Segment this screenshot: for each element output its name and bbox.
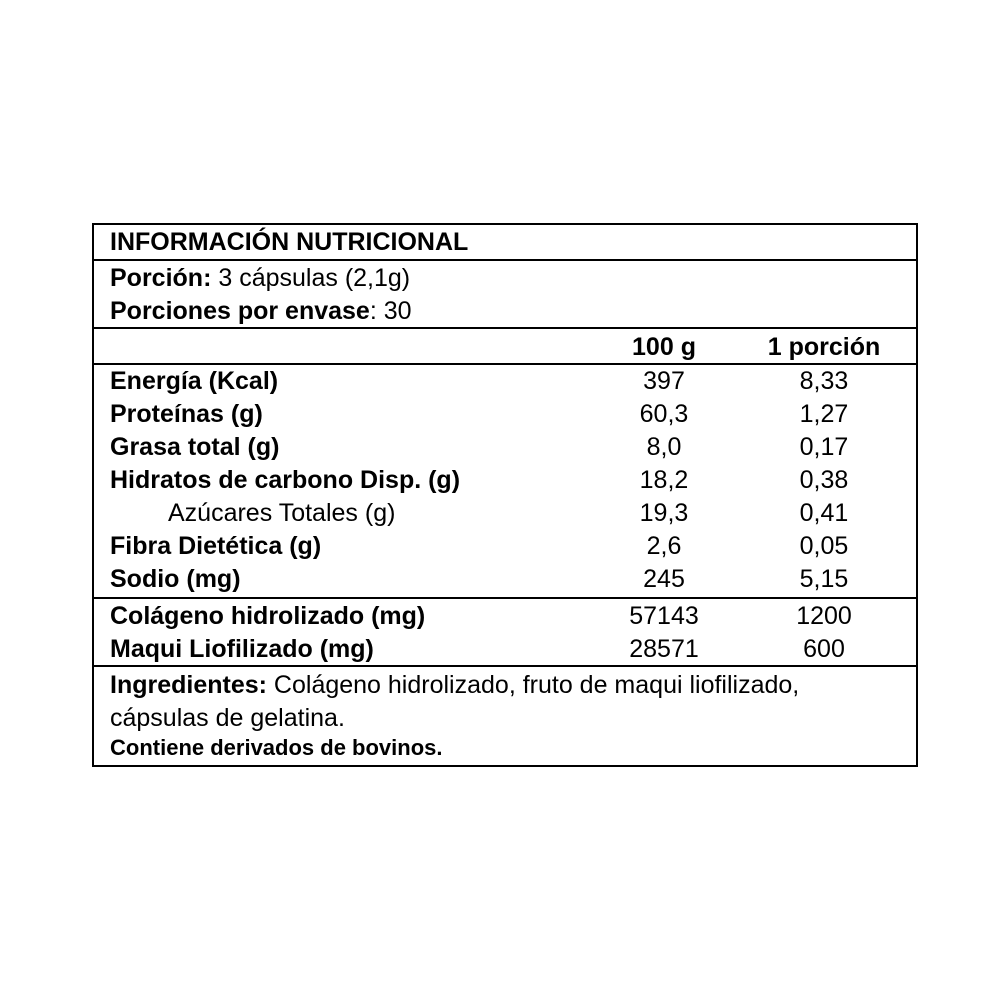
value-per-portion: 8,33 (799, 367, 849, 395)
servings-value: : 30 (369, 297, 412, 325)
table-row (94, 563, 916, 596)
table-row (94, 365, 916, 398)
value-per-portion: 0,41 (799, 499, 849, 527)
table-title: INFORMACIÓN NUTRICIONAL (110, 228, 469, 256)
column-header-row (94, 331, 916, 364)
value-per-100g: 245 (643, 565, 685, 593)
column-header-portion: 1 porción (767, 333, 881, 361)
table-row (94, 633, 916, 666)
value-per-portion: 600 (803, 635, 845, 663)
ingredients-text-1: Colágeno hidrolizado, fruto de maqui liofilizado, (266, 671, 800, 699)
nutrients-section (94, 365, 916, 599)
extra-name: Maqui Liofilizado (mg) (110, 635, 374, 663)
value-per-100g: 8,0 (646, 433, 682, 461)
value-per-100g: 397 (643, 367, 685, 395)
table-row (94, 464, 916, 497)
ingredients-section (94, 667, 916, 765)
value-per-100g: 28571 (629, 635, 699, 663)
column-header-section (94, 329, 916, 365)
nutrient-name: Hidratos de carbono Disp. (g) (110, 466, 461, 494)
table-row (94, 530, 916, 563)
table-row (94, 497, 916, 530)
title-section (94, 225, 916, 261)
value-per-portion: 0,17 (799, 433, 849, 461)
servings-line (110, 295, 412, 327)
value-per-portion: 1200 (796, 602, 852, 630)
nutrient-name: Energía (Kcal) (110, 367, 279, 395)
allergen-note: Contiene derivados de bovinos. (110, 735, 443, 760)
table-row (94, 398, 916, 431)
nutrient-name-sub: Azúcares Totales (g) (168, 499, 396, 527)
value-per-100g: 18,2 (639, 466, 689, 494)
value-per-portion: 0,38 (799, 466, 849, 494)
extras-section (94, 599, 916, 667)
nutrient-name: Sodio (mg) (110, 565, 241, 593)
ingredients-line-2: cápsulas de gelatina. (110, 704, 345, 732)
value-per-100g: 57143 (629, 602, 699, 630)
value-per-portion: 0,05 (799, 532, 849, 560)
value-per-portion: 1,27 (799, 400, 849, 428)
value-per-100g: 19,3 (639, 499, 689, 527)
portion-section (94, 261, 916, 329)
value-per-portion: 5,15 (799, 565, 849, 593)
ingredients-label: Ingredientes: (110, 671, 267, 699)
table-row (94, 431, 916, 464)
nutrient-name: Grasa total (g) (110, 433, 280, 461)
servings-label: Porciones por envase (110, 297, 370, 325)
portion-label: Porción: (110, 264, 212, 292)
portion-value: 3 cápsulas (2,1g) (211, 264, 411, 292)
nutrition-facts-table (92, 223, 918, 767)
portion-line (110, 262, 410, 294)
table-row (94, 600, 916, 633)
value-per-100g: 60,3 (639, 400, 689, 428)
column-header-100g: 100 g (632, 333, 696, 361)
extra-name: Colágeno hidrolizado (mg) (110, 602, 426, 630)
nutrient-name: Proteínas (g) (110, 400, 263, 428)
nutrient-name: Fibra Dietética (g) (110, 532, 322, 560)
ingredients-line-1 (110, 669, 799, 701)
value-per-100g: 2,6 (646, 532, 682, 560)
